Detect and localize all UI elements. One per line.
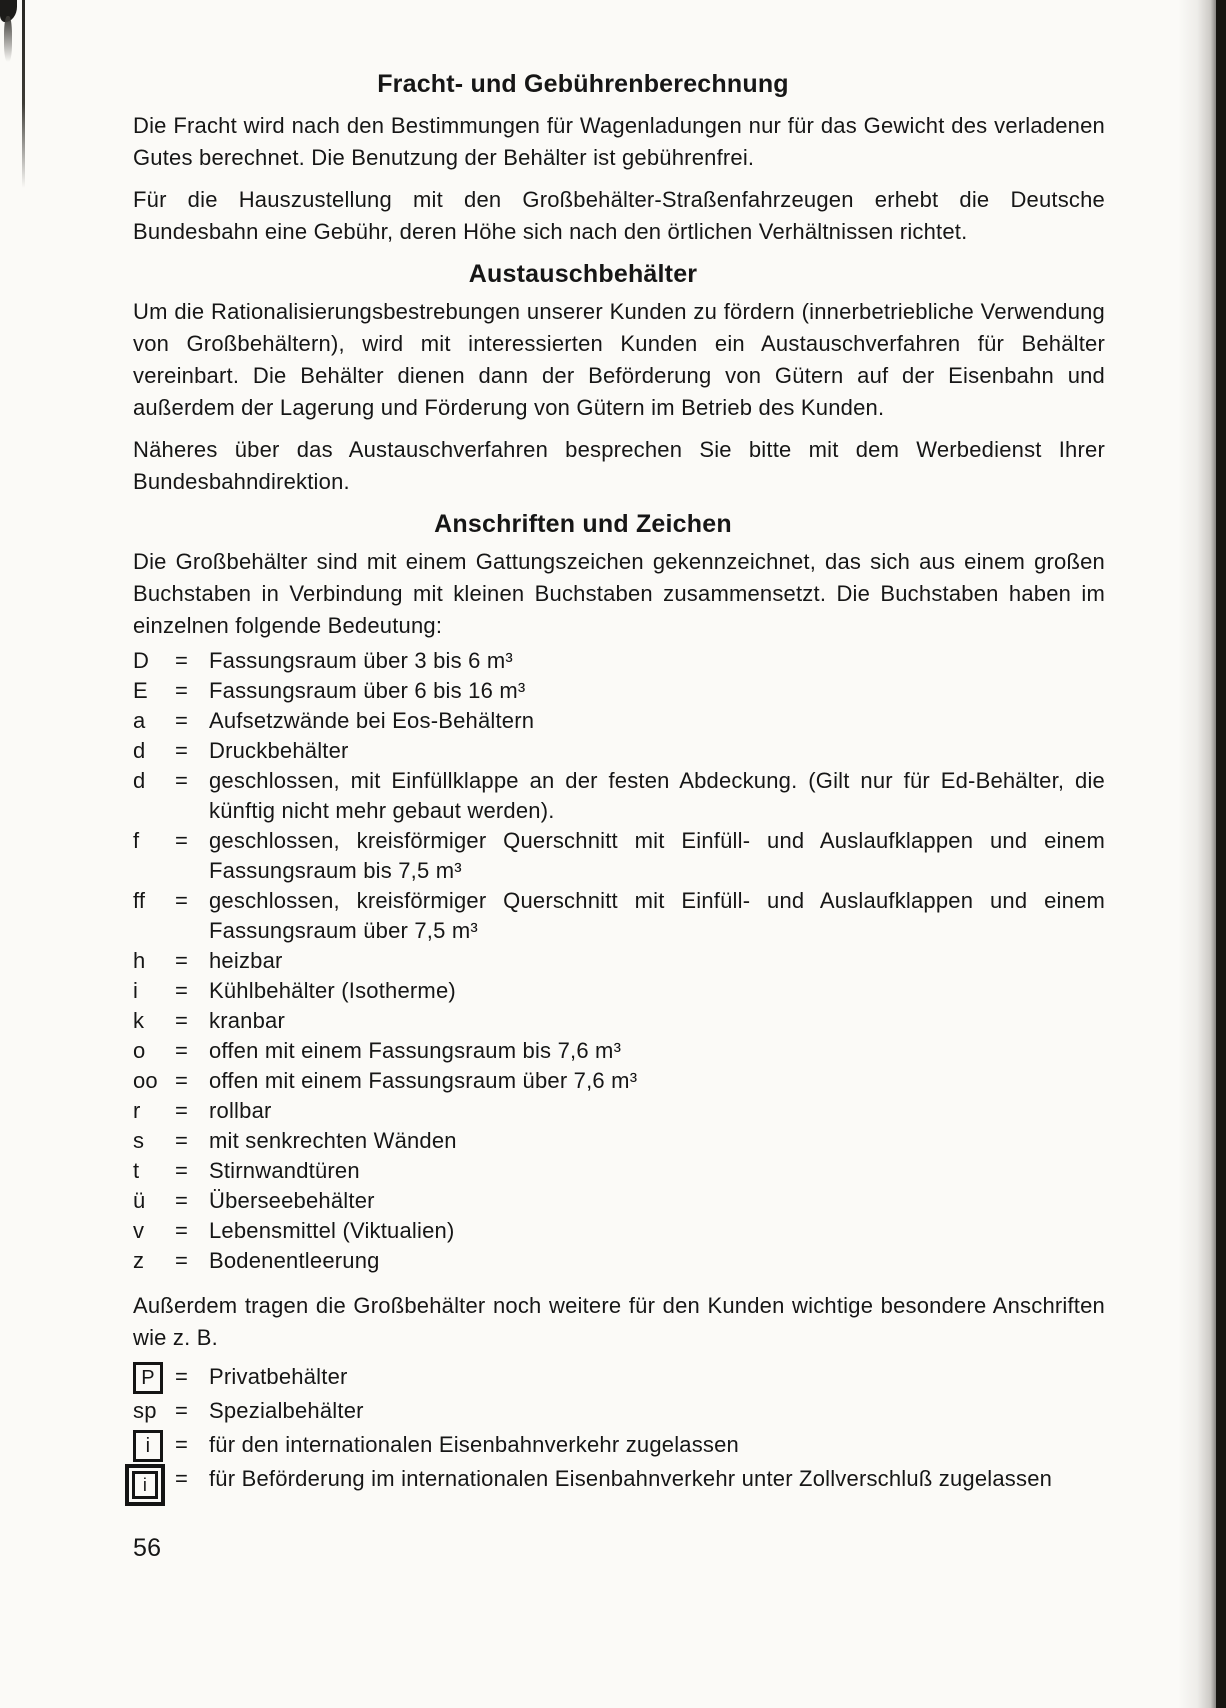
symbol-meaning: Spezialbehälter [209,1398,364,1423]
definition-row [133,946,1105,976]
code-meaning: heizbar [209,948,283,973]
symbol-meaning: Privatbehälter [209,1364,348,1389]
equals-sign: = [175,1188,189,1213]
section-heading-fracht: Fracht- und Gebührenberechnung [377,70,789,98]
scan-line-artifact [22,0,25,188]
code-meaning: rollbar [209,1098,272,1123]
double-boxed-i-symbol [133,1462,175,1506]
definition-row [133,766,1105,826]
definition-row [133,706,1105,736]
symbol-letter: i [145,1435,151,1457]
code-key: r [133,1098,141,1123]
section-heading-anschriften: Anschriften und Zeichen [434,510,732,538]
equals-sign: = [175,1466,189,1491]
code-meaning: offen mit einem Fassungsraum bis 7,6 m³ [209,1038,622,1063]
code-key: h [133,948,146,973]
code-meaning: Druckbehälter [209,738,349,763]
definition-row [133,676,1105,706]
code-key: D [133,648,150,673]
code-key: ü [133,1188,146,1213]
code-key: d [133,738,146,763]
definition-row [133,976,1105,1006]
equals-sign: = [175,1158,189,1183]
code-key: f [133,828,140,853]
paragraph-austausch-2: Näheres über das Austauschverfahren besprechen Sie bitte mit dem Werbedienst Ihrer Bundesbahndirektion. [133,437,1105,494]
page-content [133,0,1105,1564]
equals-sign: = [175,1432,189,1457]
paragraph-anschriften-outro: Außerdem tragen die Großbehälter noch weitere für den Kunden wichtige besondere Anschriften wie z. B. [133,1293,1105,1350]
equals-sign: = [175,1364,189,1389]
paragraph-fracht-2: Für die Hauszustellung mit den Großbehälter-Straßenfahrzeugen erhebt die Deutsche Bundesbahn eine Gebühr, deren Höhe sich nach den örtlichen Verhältnissen richtet. [133,187,1105,244]
symbol-letter: P [141,1367,155,1389]
equals-sign: = [175,948,189,973]
symbol-definition-list [133,1360,1105,1506]
equals-sign: = [175,648,189,673]
equals-sign: = [175,1068,189,1093]
code-key: ff [133,888,146,913]
boxed-i-symbol [133,1428,175,1462]
code-meaning: mit senkrechten Wänden [209,1128,457,1153]
code-meaning: Fassungsraum über 3 bis 6 m³ [209,648,513,673]
code-definition-list [133,646,1105,1276]
code-meaning: Kühlbehälter (Isotherme) [209,978,456,1003]
paragraph-anschriften-intro: Die Großbehälter sind mit einem Gattungszeichen gekennzeichnet, das sich aus einem großen Buchstaben in Verbindung mit kleinen Buchstaben zusammensetzt. Die Buchstaben haben im einzelnen folgende Bedeutung: [133,549,1105,638]
definition-row [133,736,1105,766]
symbol-meaning: für Beförderung im internationalen Eisenbahnverkehr unter Zollverschluß zugelassen [209,1466,1053,1491]
symbol-meaning: für den internationalen Eisenbahnverkehr zugelassen [209,1432,739,1457]
definition-row [133,1428,1105,1462]
definition-row [133,886,1105,946]
code-key: i [133,978,139,1003]
equals-sign: = [175,1098,189,1123]
symbol-letter: i [142,1475,148,1495]
definition-row [133,1462,1105,1506]
code-key: o [133,1038,146,1063]
code-meaning: kranbar [209,1008,285,1033]
definition-row [133,1156,1105,1186]
definition-row [133,1360,1105,1394]
definition-row [133,1006,1105,1036]
equals-sign: = [175,678,189,703]
equals-sign: = [175,828,189,853]
code-meaning: Fassungsraum über 6 bis 16 m³ [209,678,526,703]
definition-row [133,1126,1105,1156]
equals-sign: = [175,1128,189,1153]
equals-sign: = [175,1038,189,1063]
paragraph-austausch-1: Um die Rationalisierungsbestrebungen unserer Kunden zu fördern (innerbetriebliche Verwendung von Großbehältern), wird mit interessierten Kunden ein Austauschverfahren für Behälter vereinbart. Die Behälter dienen dann der Beförderung von Gütern auf der Eisenbahn und außerdem der Lagerung und Förderung von Gütern im Betrieb des Kunden. [133,299,1105,420]
equals-sign: = [175,738,189,763]
code-key: E [133,678,148,703]
code-key: k [133,1008,145,1033]
code-key: s [133,1128,145,1153]
code-meaning: geschlossen, kreisförmiger Querschnitt mit Einfüll- und Auslaufklappen und einem Fassungsraum über 7,5 m³ [209,888,1105,943]
equals-sign: = [175,1398,189,1423]
code-key: z [133,1248,145,1273]
code-key: t [133,1158,140,1183]
definition-row [133,646,1105,676]
definition-row [133,1036,1105,1066]
code-meaning: geschlossen, kreisförmiger Querschnitt mit Einfüll- und Auslaufklappen und einem Fassungsraum bis 7,5 m³ [209,828,1105,883]
equals-sign: = [175,1218,189,1243]
equals-sign: = [175,888,189,913]
code-meaning: Lebensmittel (Viktualien) [209,1218,455,1243]
code-meaning: Stirnwandtüren [209,1158,360,1183]
code-key: oo [133,1068,158,1093]
definition-row [133,1246,1105,1276]
definition-row [133,826,1105,886]
code-key: a [133,708,146,733]
sp-symbol: sp [133,1398,157,1423]
code-key: v [133,1218,145,1243]
code-meaning: offen mit einem Fassungsraum über 7,6 m³ [209,1068,638,1093]
page-edge-shadow [1216,0,1226,1708]
code-key: d [133,768,146,793]
equals-sign: = [175,708,189,733]
definition-row [133,1394,1105,1428]
page-number: 56 [133,1534,162,1562]
code-meaning: Aufsetzwände bei Eos-Behältern [209,708,535,733]
equals-sign: = [175,1008,189,1033]
code-meaning: Überseebehälter [209,1188,375,1213]
equals-sign: = [175,1248,189,1273]
definition-row [133,1216,1105,1246]
code-meaning: Bodenentleerung [209,1248,380,1273]
boxed-p-symbol [133,1360,175,1394]
code-meaning: geschlossen, mit Einfüllklappe an der festen Abdeckung. (Gilt nur für Ed-Behälter, die künftig nicht mehr gebaut werden). [209,768,1105,823]
equals-sign: = [175,768,189,793]
section-heading-austausch: Austauschbehälter [468,260,698,288]
definition-row [133,1186,1105,1216]
scan-smudge-icon [4,16,12,62]
paragraph-fracht-1: Die Fracht wird nach den Bestimmungen für Wagenladungen nur für das Gewicht des verladenen Gutes berechnet. Die Benutzung der Behälter ist gebührenfrei. [133,113,1105,170]
definition-row [133,1066,1105,1096]
equals-sign: = [175,978,189,1003]
definition-row [133,1096,1105,1126]
